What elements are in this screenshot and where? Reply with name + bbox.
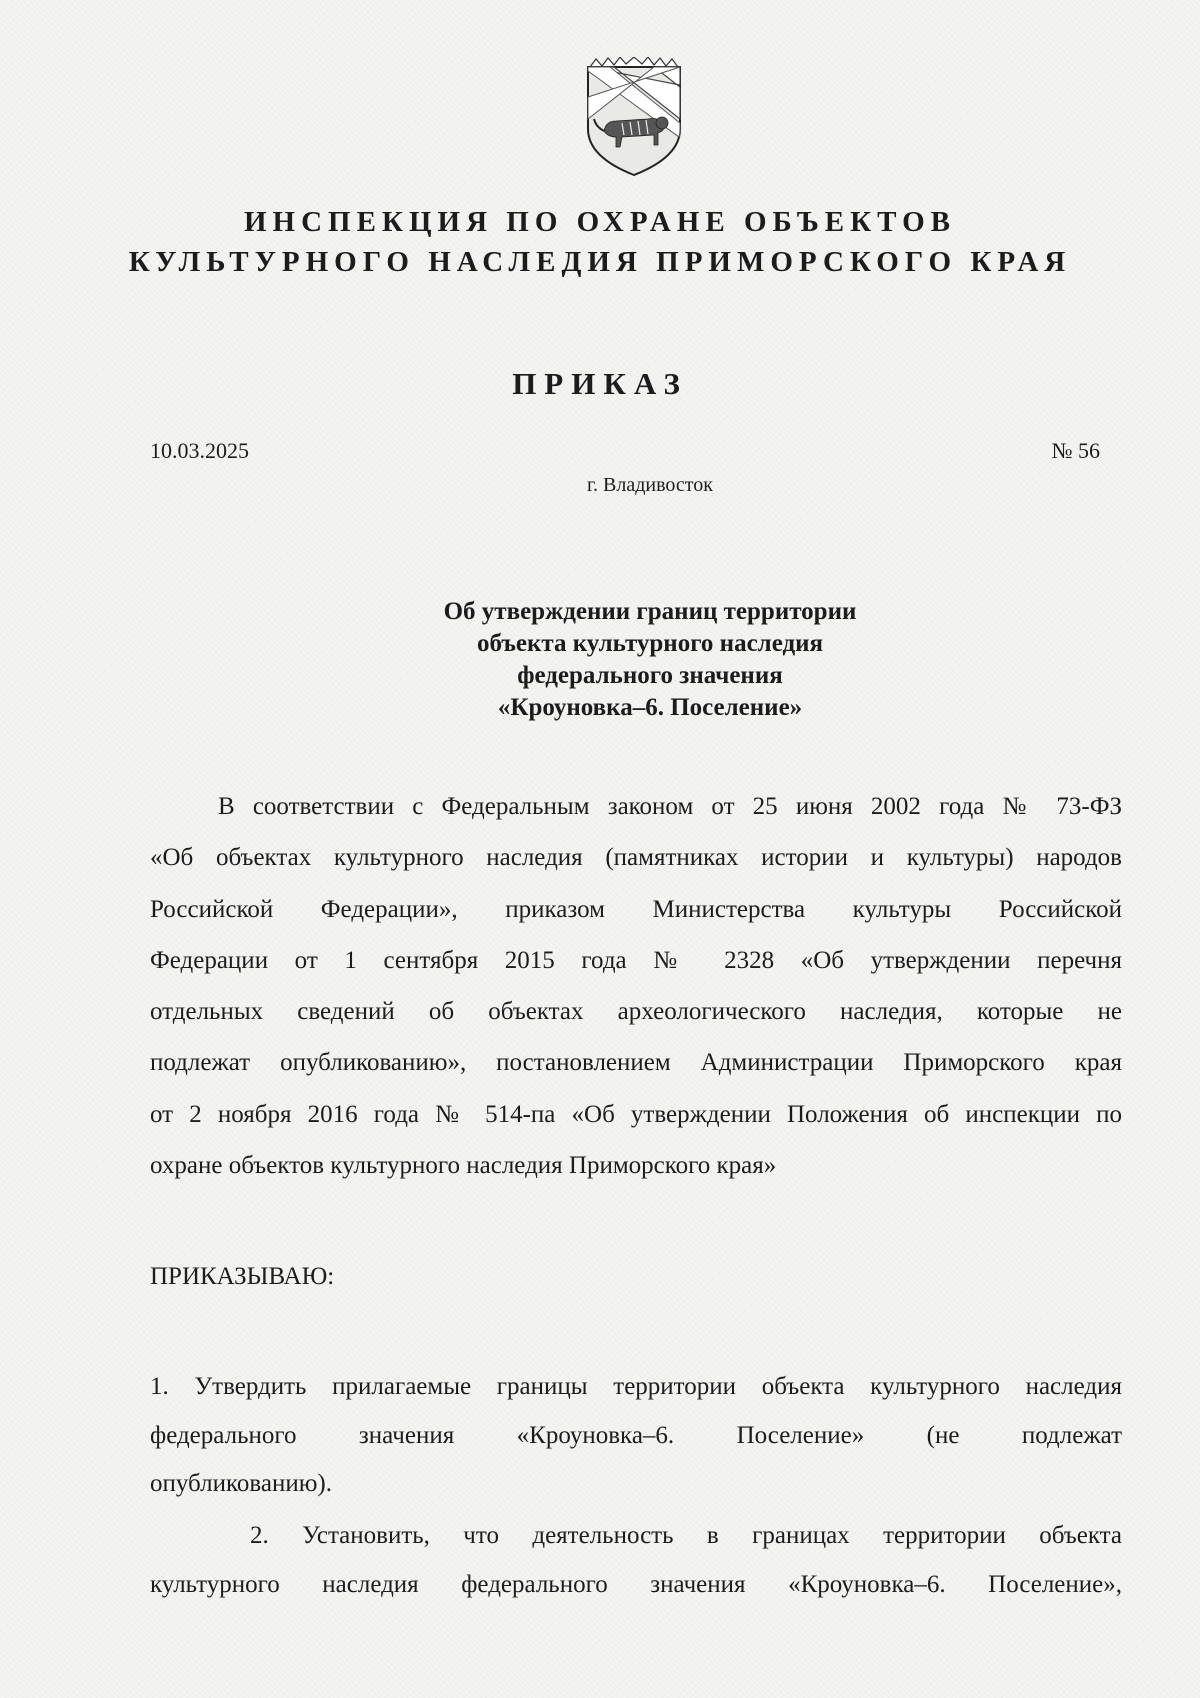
order-item-line: опубликованию).: [150, 1470, 332, 1497]
preamble-line: отдельных сведений об объектах археологического наследия, которые не: [150, 998, 1122, 1026]
preamble-line: от 2 ноября 2016 года № 514-па «Об утверждении Положения об инспекции по: [150, 1100, 1122, 1128]
preamble-line: Федерации от 1 сентября 2015 года № 2328 «Об утверждении перечня: [150, 946, 1122, 974]
order-item-line: федерального значения «Кроуновка–6. Поселение» (не подлежат: [150, 1421, 1122, 1449]
organization-name-line2: КУЛЬТУРНОГО НАСЛЕДИЯ ПРИМОРСКОГО КРАЯ: [128, 246, 1072, 278]
organization-name-line1: ИНСПЕКЦИЯ ПО ОХРАНЕ ОБЪЕКТОВ: [243, 206, 957, 238]
title-line: федерального значения: [517, 662, 783, 689]
coat-of-arms-icon: [582, 57, 686, 179]
preamble-line: охране объектов культурного наследия Приморского края»: [150, 1152, 777, 1180]
preamble-line: подлежат опубликованию», постановлением Администрации Приморского края: [150, 1049, 1122, 1077]
order-item-line: 1. Утвердить прилагаемые границы территории объекта культурного наследия: [150, 1373, 1122, 1400]
document-city: г. Владивосток: [587, 474, 713, 496]
document-number: № 56: [1051, 438, 1100, 463]
order-item-line: 2. Установить, что деятельность в границах территории объекта: [250, 1522, 1122, 1549]
title-line: объекта культурного наследия: [476, 630, 824, 657]
document-date: 10.03.2025: [150, 438, 249, 463]
title-line: «Кроуновка–6. Поселение»: [497, 694, 803, 721]
document-type: ПРИКАЗ: [512, 366, 688, 401]
title-line: Об утверждении границ территории: [443, 598, 857, 625]
order-item-line: культурного наследия федерального значения «Кроуновка–6. Поселение»,: [150, 1570, 1122, 1598]
order-item-1: [150, 1363, 1122, 1509]
preamble-line: Российской Федерации», приказом Министерства культуры Российской: [150, 895, 1122, 923]
preamble-line: В соответствии с Федеральным законом от 25 июня 2002 года № 73-ФЗ: [218, 793, 1122, 820]
document-title: [300, 596, 1000, 724]
preamble-paragraph: [150, 781, 1122, 1191]
preamble-line: «Об объектах культурного наследия (памятниках истории и культуры) народов: [150, 844, 1122, 872]
order-item-2: [150, 1512, 1122, 1609]
order-directive: ПРИКАЗЫВАЮ:: [150, 1263, 335, 1290]
